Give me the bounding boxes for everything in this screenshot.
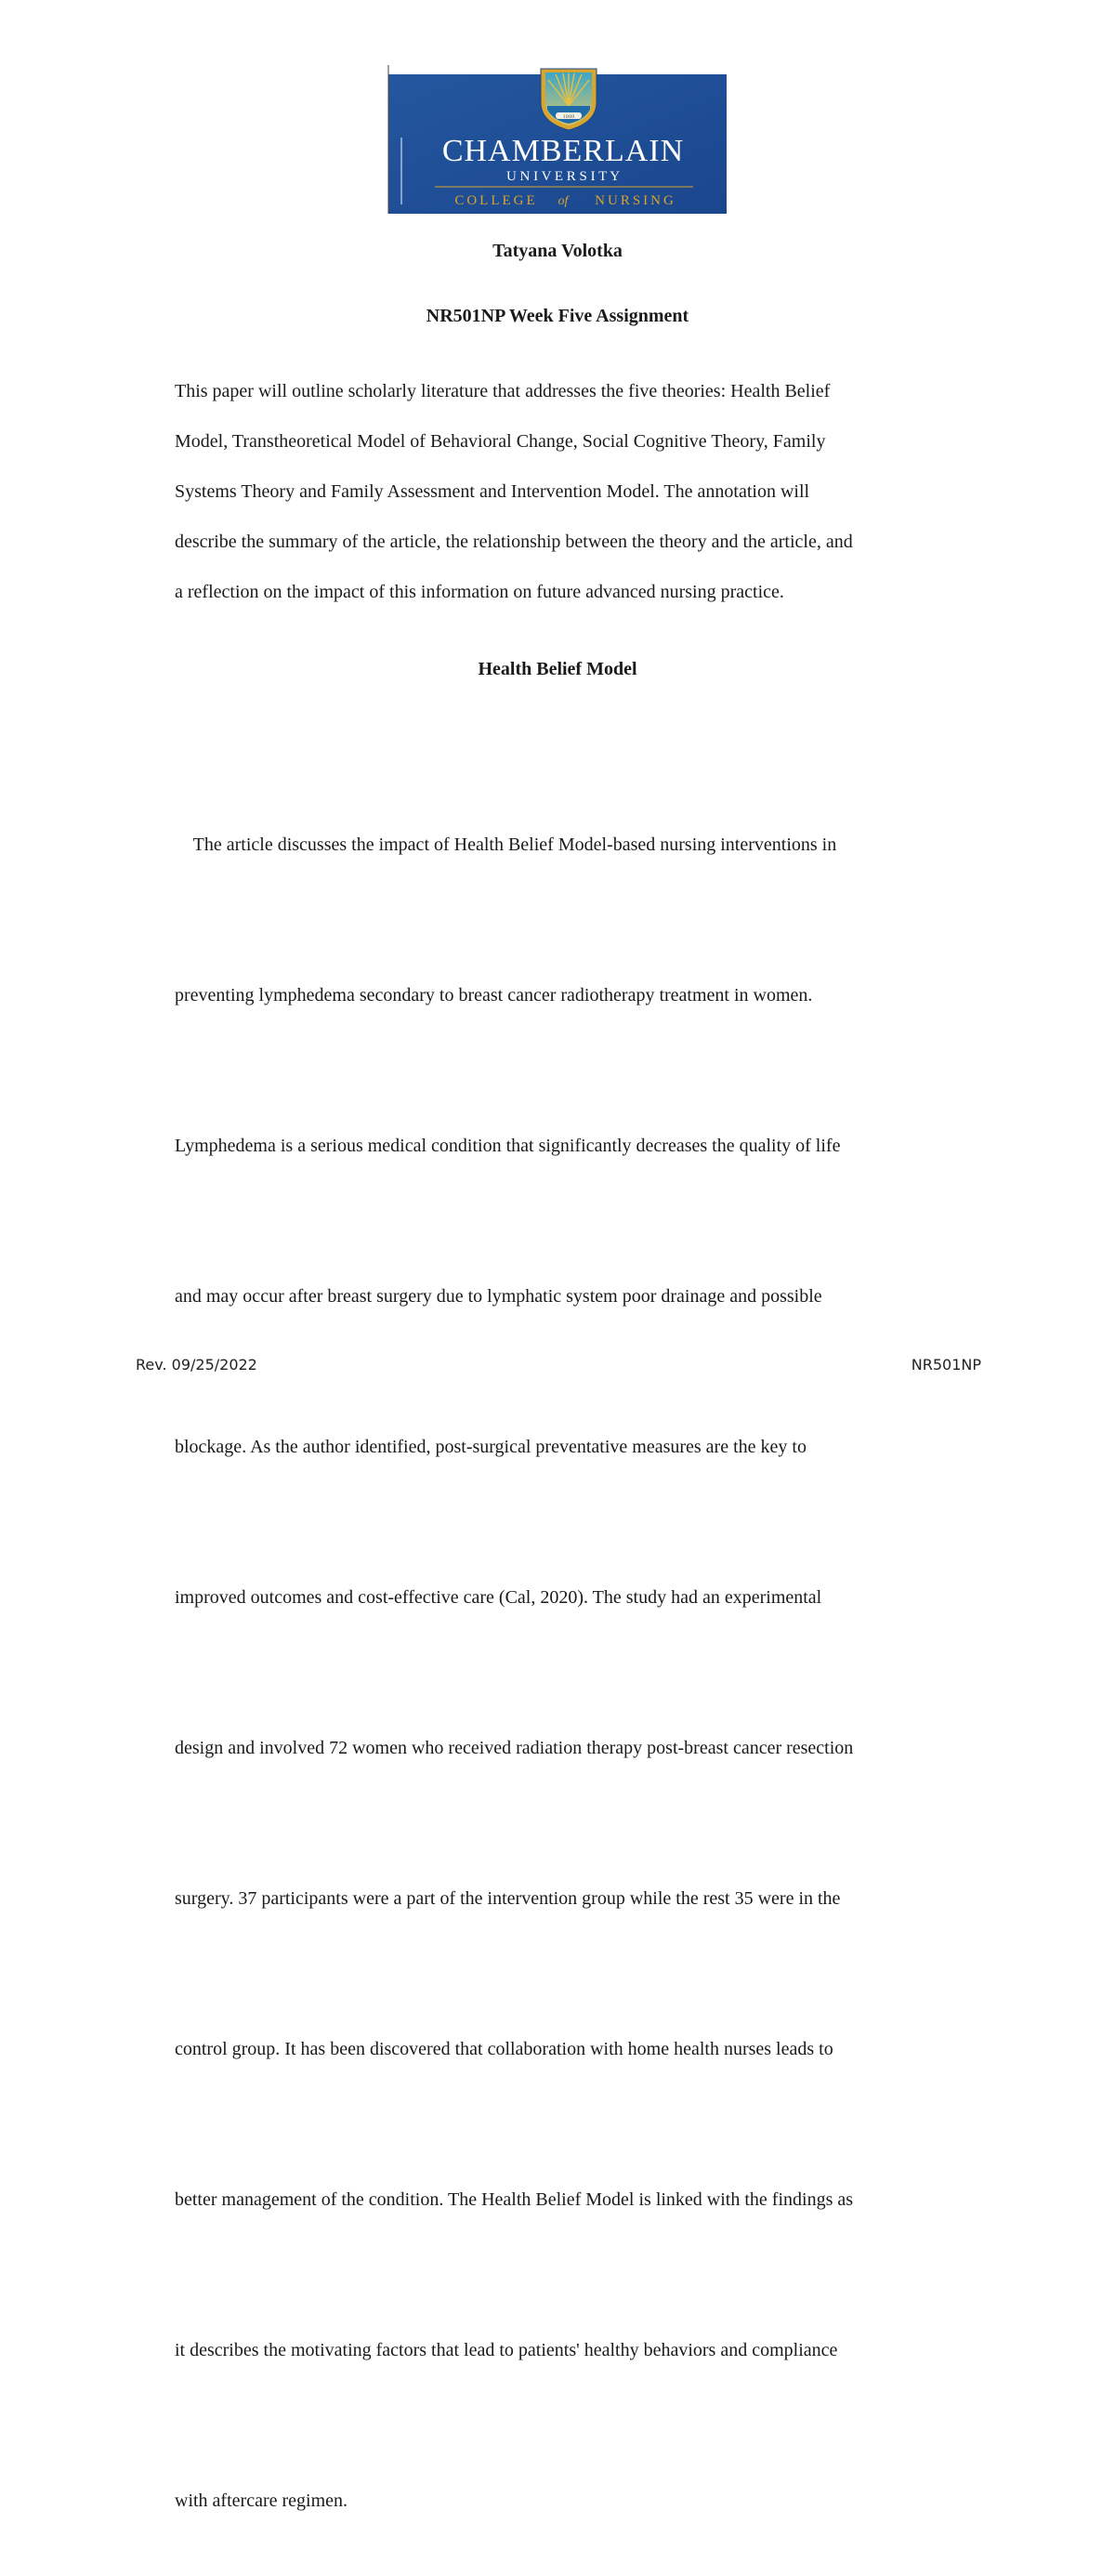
shield-icon bbox=[541, 69, 597, 130]
paragraph-line: Model, Transtheoretical Model of Behavioral Change, Social Cognitive Theory, Family bbox=[175, 431, 826, 452]
footer-revision-date: Rev. 09/25/2022 bbox=[136, 1356, 257, 1373]
paragraph-line: better management of the condition. The Health Belief Model is linked with the findings as bbox=[175, 2189, 854, 2210]
paragraph-line: and may occur after breast surgery due to lymphatic system poor drainage and possible bbox=[175, 1286, 822, 1307]
paragraph-line: This paper will outline scholarly literature that addresses the five theories: Health Belief bbox=[175, 381, 831, 401]
paragraph-line: Systems Theory and Family Assessment and Intervention Model. The annotation will bbox=[175, 481, 810, 502]
university-logo bbox=[387, 65, 727, 214]
logo-subtitle: U N I V E R S I T Y bbox=[505, 169, 621, 184]
paragraph-line: with aftercare regimen. bbox=[175, 2491, 348, 2511]
paragraph-line: it describes the motivating factors that lead to patients' healthy behaviors and compliance bbox=[175, 2340, 838, 2360]
paragraph-line: Lymphedema is a serious medical condition that significantly decreases the quality of life bbox=[175, 1136, 841, 1156]
paragraph-line: design and involved 72 women who received radiation therapy post-breast cancer resection bbox=[175, 1738, 854, 1758]
document-title: NR501NP Week Five Assignment bbox=[426, 306, 689, 326]
intro-paragraph bbox=[175, 366, 983, 617]
logo-nursing: NURSING bbox=[595, 193, 676, 208]
paragraph-line: surgery. 37 participants were a part of the intervention group while the rest 35 were in the bbox=[175, 1888, 841, 1909]
logo-of: of bbox=[558, 194, 569, 208]
paragraph-line: describe the summary of the article, the relationship between the theory and the article, and bbox=[175, 532, 853, 552]
footer-course-code: NR501NP bbox=[911, 1356, 981, 1373]
section-paragraph bbox=[175, 719, 983, 2576]
section-heading: Health Belief Model bbox=[478, 659, 637, 679]
paragraph-line: control group. It has been discovered that collaboration with home health nurses leads to bbox=[175, 2039, 833, 2059]
paragraph-line: preventing lymphedema secondary to breast cancer radiotherapy treatment in women. bbox=[175, 985, 813, 1005]
logo-name: CHAMBERLAIN bbox=[441, 134, 685, 168]
author-name: Tatyana Volotka bbox=[492, 241, 623, 261]
paragraph-line: The article discusses the impact of Health Belief Model-based nursing interventions in bbox=[175, 835, 837, 855]
svg-text:1889: 1889 bbox=[562, 114, 575, 120]
logo-college: COLLEGE bbox=[454, 193, 538, 208]
paragraph-line: improved outcomes and cost-effective care (Cal, 2020). The study had an experimental bbox=[175, 1587, 822, 1608]
paragraph-line: a reflection on the impact of this information on future advanced nursing practice. bbox=[175, 582, 784, 602]
paragraph-line: blockage. As the author identified, post-surgical preventative measures are the key to bbox=[175, 1437, 807, 1457]
